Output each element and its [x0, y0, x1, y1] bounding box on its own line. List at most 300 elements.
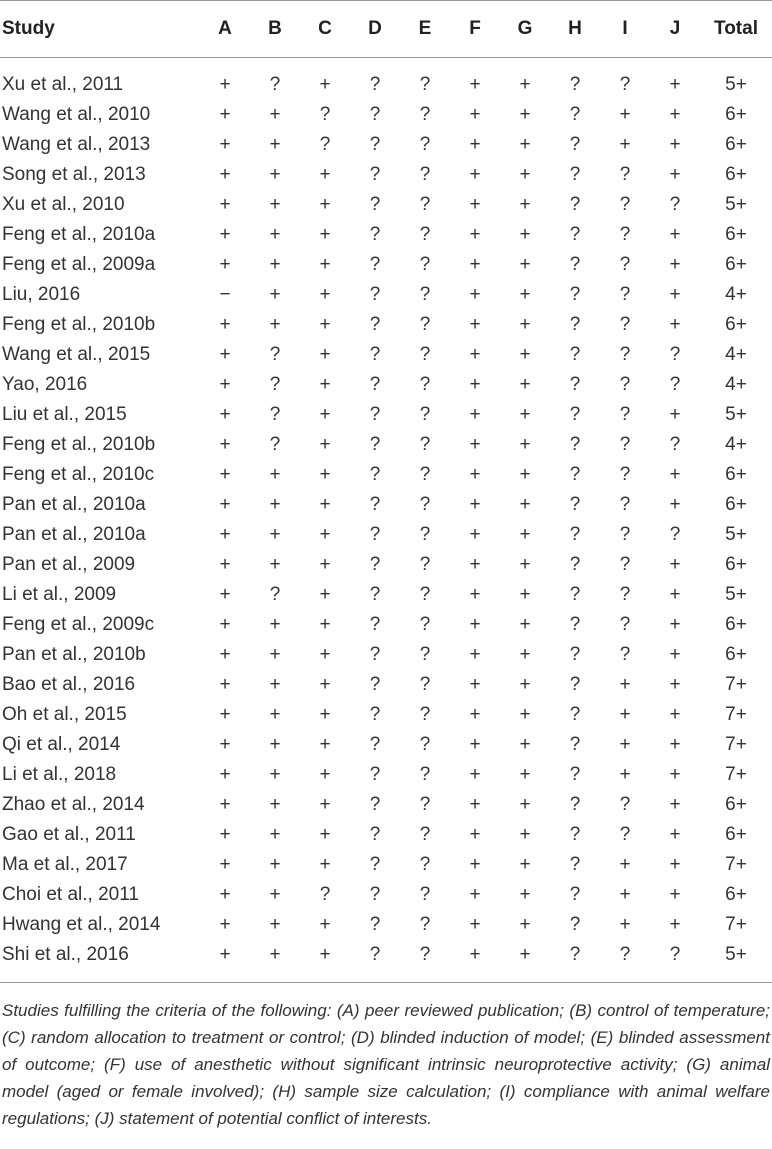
criterion-cell: +: [519, 914, 531, 935]
table-row: [0, 610, 772, 640]
criterion-cell: ?: [419, 524, 431, 545]
criterion-cell: +: [619, 734, 631, 755]
criterion-cell: ?: [569, 734, 581, 755]
total-cell: 4+: [725, 344, 747, 365]
criterion-cell: ?: [369, 854, 381, 875]
criterion-cell: +: [219, 584, 231, 605]
table-row: [0, 910, 772, 940]
table-row: [0, 670, 772, 700]
criterion-cell: ?: [419, 134, 431, 155]
criterion-cell: ?: [419, 734, 431, 755]
criterion-cell: ?: [369, 734, 381, 755]
table-row: [0, 310, 772, 340]
column-header-i: I: [600, 1, 650, 58]
criterion-cell: +: [469, 824, 481, 845]
criterion-cell: ?: [269, 344, 281, 365]
criterion-cell: ?: [419, 764, 431, 785]
study-cell: Pan et al., 2010a: [2, 524, 146, 545]
criterion-cell: +: [469, 104, 481, 125]
criterion-cell: +: [269, 164, 281, 185]
criterion-cell: +: [269, 704, 281, 725]
criterion-cell: +: [669, 404, 681, 425]
criterion-cell: +: [469, 74, 481, 95]
study-cell: Li et al., 2009: [2, 584, 117, 605]
total-cell: 6+: [725, 164, 747, 185]
table-header: [0, 1, 772, 58]
criterion-cell: +: [219, 614, 231, 635]
criterion-cell: ?: [619, 344, 631, 365]
total-cell: 5+: [725, 584, 747, 605]
total-cell: 7+: [725, 764, 747, 785]
criterion-cell: ?: [269, 374, 281, 395]
table-row: [0, 100, 772, 130]
study-cell: Feng et al., 2010c: [2, 464, 155, 485]
total-cell: 6+: [725, 884, 747, 905]
criterion-cell: +: [269, 674, 281, 695]
criterion-cell: ?: [569, 104, 581, 125]
criterion-cell: ?: [419, 314, 431, 335]
criterion-cell: +: [519, 434, 531, 455]
criterion-cell: +: [669, 134, 681, 155]
table-row: [0, 730, 772, 760]
criterion-cell: ?: [569, 194, 581, 215]
table-row: [0, 250, 772, 280]
criterion-cell: ?: [369, 764, 381, 785]
study-cell: Pan et al., 2010b: [2, 644, 146, 665]
criterion-cell: ?: [419, 794, 431, 815]
criterion-cell: +: [219, 764, 231, 785]
criterion-cell: ?: [369, 884, 381, 905]
criterion-cell: +: [269, 194, 281, 215]
study-cell: Xu et al., 2010: [2, 194, 125, 215]
criterion-cell: +: [519, 194, 531, 215]
criterion-cell: +: [219, 134, 231, 155]
table-row: [0, 850, 772, 880]
criterion-cell: ?: [369, 584, 381, 605]
criterion-cell: ?: [569, 764, 581, 785]
criterion-cell: ?: [419, 644, 431, 665]
criterion-cell: +: [669, 104, 681, 125]
study-cell: Liu, 2016: [2, 284, 81, 305]
criterion-cell: +: [519, 404, 531, 425]
criterion-cell: +: [469, 494, 481, 515]
criterion-cell: ?: [619, 194, 631, 215]
criterion-cell: +: [469, 464, 481, 485]
criterion-cell: +: [269, 464, 281, 485]
criterion-cell: ?: [619, 944, 631, 965]
criterion-cell: ?: [569, 254, 581, 275]
criterion-cell: ?: [619, 374, 631, 395]
total-cell: 6+: [725, 614, 747, 635]
criterion-cell: +: [519, 794, 531, 815]
criterion-cell: +: [669, 314, 681, 335]
column-header-c: C: [300, 1, 350, 58]
criterion-cell: ?: [369, 164, 381, 185]
criterion-cell: +: [519, 314, 531, 335]
criterion-cell: ?: [419, 404, 431, 425]
study-cell: Wang et al., 2013: [2, 134, 151, 155]
criterion-cell: +: [619, 704, 631, 725]
criterion-cell: ?: [369, 104, 381, 125]
criterion-cell: ?: [569, 584, 581, 605]
total-cell: 4+: [725, 434, 747, 455]
total-cell: 6+: [725, 254, 747, 275]
criterion-cell: ?: [619, 644, 631, 665]
criterion-cell: +: [469, 194, 481, 215]
criterion-cell: +: [469, 944, 481, 965]
criterion-cell: +: [219, 914, 231, 935]
criterion-cell: +: [669, 584, 681, 605]
criterion-cell: ?: [619, 254, 631, 275]
table-row: [0, 370, 772, 400]
study-cell: Liu et al., 2015: [2, 404, 127, 425]
criterion-cell: ?: [419, 434, 431, 455]
criterion-cell: +: [469, 404, 481, 425]
criterion-cell: ?: [669, 434, 681, 455]
criterion-cell: ?: [369, 944, 381, 965]
criterion-cell: +: [519, 884, 531, 905]
study-cell: Bao et al., 2016: [2, 674, 136, 695]
study-cell: Pan et al., 2009: [2, 554, 136, 575]
criterion-cell: +: [269, 314, 281, 335]
criterion-cell: ?: [569, 284, 581, 305]
criterion-cell: ?: [419, 224, 431, 245]
criterion-cell: ?: [369, 494, 381, 515]
total-cell: 6+: [725, 104, 747, 125]
table-row: [0, 520, 772, 550]
criterion-cell: ?: [419, 194, 431, 215]
study-cell: Wang et al., 2010: [2, 104, 151, 125]
criterion-cell: ?: [369, 314, 381, 335]
criterion-cell: ?: [419, 584, 431, 605]
header-row: [0, 1, 772, 58]
criterion-cell: +: [669, 74, 681, 95]
criterion-cell: ?: [569, 524, 581, 545]
column-header-b: B: [250, 1, 300, 58]
criterion-cell: ?: [619, 74, 631, 95]
total-cell: 6+: [725, 794, 747, 815]
total-cell: 5+: [725, 74, 747, 95]
study-cell: Pan et al., 2010a: [2, 494, 146, 515]
criterion-cell: +: [319, 824, 331, 845]
total-cell: 7+: [725, 734, 747, 755]
criterion-cell: +: [669, 914, 681, 935]
criterion-cell: +: [269, 884, 281, 905]
criterion-cell: ?: [319, 884, 331, 905]
criterion-cell: +: [519, 224, 531, 245]
criterion-cell: +: [319, 404, 331, 425]
criterion-cell: +: [319, 194, 331, 215]
study-cell: Gao et al., 2011: [2, 824, 136, 845]
table-row: [0, 640, 772, 670]
criterion-cell: ?: [369, 674, 381, 695]
criterion-cell: +: [469, 914, 481, 935]
criterion-cell: +: [519, 644, 531, 665]
table-row: [0, 820, 772, 850]
criterion-cell: +: [469, 674, 481, 695]
criterion-cell: ?: [369, 254, 381, 275]
criterion-cell: ?: [419, 464, 431, 485]
criterion-cell: +: [469, 314, 481, 335]
criterion-cell: +: [219, 404, 231, 425]
criterion-cell: +: [219, 704, 231, 725]
table-row: [0, 220, 772, 250]
column-header-study: Study: [0, 1, 200, 58]
criterion-cell: +: [669, 644, 681, 665]
criterion-cell: ?: [269, 434, 281, 455]
study-cell: Feng et al., 2010a: [2, 224, 156, 245]
criterion-cell: ?: [619, 614, 631, 635]
table-row: [0, 790, 772, 820]
criterion-cell: +: [469, 704, 481, 725]
study-cell: Li et al., 2018: [2, 764, 117, 785]
table-row: [0, 580, 772, 610]
criterion-cell: +: [669, 554, 681, 575]
criterion-cell: +: [469, 524, 481, 545]
criterion-cell: +: [469, 644, 481, 665]
total-cell: 7+: [725, 854, 747, 875]
criterion-cell: ?: [619, 164, 631, 185]
criterion-cell: +: [469, 884, 481, 905]
column-header-f: F: [450, 1, 500, 58]
criterion-cell: ?: [369, 344, 381, 365]
table-row: [0, 58, 772, 101]
criterion-cell: +: [219, 674, 231, 695]
criterion-cell: +: [469, 134, 481, 155]
criterion-cell: +: [469, 734, 481, 755]
criterion-cell: +: [269, 554, 281, 575]
criterion-cell: ?: [619, 584, 631, 605]
criterion-cell: +: [519, 134, 531, 155]
study-cell: Ma et al., 2017: [2, 854, 128, 875]
column-header-h: H: [550, 1, 600, 58]
column-header-total: Total: [700, 1, 772, 58]
study-cell: Hwang et al., 2014: [2, 914, 161, 935]
criterion-cell: +: [469, 224, 481, 245]
criterion-cell: +: [269, 794, 281, 815]
criterion-cell: ?: [419, 674, 431, 695]
criterion-cell: +: [219, 944, 231, 965]
criterion-cell: ?: [619, 794, 631, 815]
criterion-cell: +: [319, 914, 331, 935]
table-row: [0, 550, 772, 580]
criterion-cell: ?: [369, 914, 381, 935]
criterion-cell: +: [269, 764, 281, 785]
criterion-cell: +: [619, 764, 631, 785]
table-row: [0, 130, 772, 160]
criterion-cell: +: [669, 704, 681, 725]
criterion-cell: +: [519, 854, 531, 875]
criterion-cell: +: [619, 854, 631, 875]
criterion-cell: +: [469, 614, 481, 635]
criterion-cell: +: [319, 584, 331, 605]
total-cell: 6+: [725, 494, 747, 515]
criterion-cell: +: [519, 614, 531, 635]
criterion-cell: +: [469, 374, 481, 395]
criterion-cell: ?: [569, 164, 581, 185]
study-cell: Yao, 2016: [2, 374, 88, 395]
criterion-cell: +: [219, 224, 231, 245]
criterion-cell: +: [319, 644, 331, 665]
criterion-cell: +: [219, 104, 231, 125]
column-header-d: D: [350, 1, 400, 58]
criterion-cell: +: [619, 914, 631, 935]
criterion-cell: +: [219, 824, 231, 845]
criterion-cell: ?: [369, 134, 381, 155]
criterion-cell: +: [269, 284, 281, 305]
criterion-cell: +: [219, 194, 231, 215]
criterion-cell: +: [519, 764, 531, 785]
criterion-cell: +: [619, 884, 631, 905]
column-header-g: G: [500, 1, 550, 58]
criterion-cell: ?: [569, 614, 581, 635]
criterion-cell: +: [469, 854, 481, 875]
criterion-cell: +: [519, 164, 531, 185]
criterion-cell: ?: [669, 344, 681, 365]
criterion-cell: +: [219, 524, 231, 545]
criterion-cell: +: [669, 254, 681, 275]
criterion-cell: +: [669, 734, 681, 755]
criterion-cell: ?: [569, 704, 581, 725]
criterion-cell: +: [519, 254, 531, 275]
criterion-cell: +: [319, 464, 331, 485]
criterion-cell: +: [269, 644, 281, 665]
criterion-cell: +: [669, 284, 681, 305]
criterion-cell: ?: [369, 224, 381, 245]
criterion-cell: ?: [369, 644, 381, 665]
criterion-cell: ?: [419, 74, 431, 95]
table-footnote: Studies fulfilling the criteria of the following: (A) peer reviewed publication; (B) control of temperature; (C) random allocation to treatment or control; (D) blinded induction of model; (E) blinded assessment of outcome; (F) use of anesthetic without significant intrinsic neuroprotective activity; (G) animal model (aged or female involved); (H) sample size calculation; (I) compliance with animal welfare regulations; (J) statement of potential conflict of interests.: [2, 1001, 770, 1128]
total-cell: 6+: [725, 464, 747, 485]
criterion-cell: ?: [419, 554, 431, 575]
table-row: [0, 400, 772, 430]
criterion-cell: +: [219, 734, 231, 755]
criterion-cell: +: [319, 614, 331, 635]
criterion-cell: +: [619, 134, 631, 155]
criterion-cell: +: [519, 704, 531, 725]
criterion-cell: +: [219, 74, 231, 95]
criterion-cell: ?: [619, 824, 631, 845]
criterion-cell: +: [319, 554, 331, 575]
criterion-cell: ?: [319, 134, 331, 155]
study-cell: Shi et al., 2016: [2, 944, 129, 965]
criterion-cell: ?: [619, 434, 631, 455]
criterion-cell: ?: [419, 914, 431, 935]
table-row: [0, 190, 772, 220]
criterion-cell: ?: [369, 614, 381, 635]
criterion-cell: ?: [569, 494, 581, 515]
total-cell: 6+: [725, 224, 747, 245]
criterion-cell: +: [269, 614, 281, 635]
criterion-cell: ?: [269, 584, 281, 605]
criterion-cell: +: [219, 374, 231, 395]
criterion-cell: +: [669, 464, 681, 485]
criterion-cell: +: [469, 254, 481, 275]
criterion-cell: +: [519, 374, 531, 395]
criterion-cell: ?: [569, 434, 581, 455]
criterion-cell: +: [319, 794, 331, 815]
study-cell: Feng et al., 2010b: [2, 314, 156, 335]
study-cell: Zhao et al., 2014: [2, 794, 145, 815]
total-cell: 6+: [725, 824, 747, 845]
criterion-cell: ?: [569, 374, 581, 395]
criterion-cell: +: [219, 464, 231, 485]
criterion-cell: ?: [369, 794, 381, 815]
criterion-cell: ?: [569, 134, 581, 155]
criterion-cell: ?: [569, 344, 581, 365]
total-cell: 7+: [725, 914, 747, 935]
criterion-cell: +: [469, 284, 481, 305]
table-row: [0, 340, 772, 370]
criterion-cell: ?: [419, 614, 431, 635]
study-cell: Choi et al., 2011: [2, 884, 139, 905]
criterion-cell: +: [519, 104, 531, 125]
criterion-cell: +: [319, 764, 331, 785]
total-cell: 7+: [725, 674, 747, 695]
criterion-cell: ?: [419, 494, 431, 515]
criterion-cell: ?: [569, 824, 581, 845]
table-body: [0, 58, 772, 971]
criterion-cell: ?: [569, 314, 581, 335]
criterion-cell: ?: [569, 914, 581, 935]
criterion-cell: +: [319, 164, 331, 185]
criterion-cell: +: [319, 524, 331, 545]
criterion-cell: ?: [419, 944, 431, 965]
total-cell: 6+: [725, 644, 747, 665]
criterion-cell: ?: [269, 74, 281, 95]
criterion-cell: +: [319, 434, 331, 455]
table-row: [0, 700, 772, 730]
criterion-cell: ?: [419, 704, 431, 725]
criterion-cell: +: [319, 344, 331, 365]
criterion-cell: +: [669, 794, 681, 815]
criterion-cell: ?: [569, 224, 581, 245]
criterion-cell: ?: [419, 164, 431, 185]
criterion-cell: ?: [369, 434, 381, 455]
table-row: [0, 880, 772, 910]
criterion-cell: ?: [569, 74, 581, 95]
criterion-cell: +: [219, 494, 231, 515]
criterion-cell: +: [519, 284, 531, 305]
criterion-cell: +: [669, 884, 681, 905]
criterion-cell: +: [319, 674, 331, 695]
criterion-cell: +: [219, 344, 231, 365]
criterion-cell: ?: [369, 824, 381, 845]
table-row: [0, 490, 772, 520]
criterion-cell: ?: [369, 404, 381, 425]
criterion-cell: +: [269, 854, 281, 875]
criterion-cell: ?: [669, 194, 681, 215]
criterion-cell: +: [319, 284, 331, 305]
criterion-cell: +: [269, 734, 281, 755]
criterion-cell: ?: [369, 194, 381, 215]
criterion-cell: +: [519, 734, 531, 755]
criterion-cell: ?: [569, 644, 581, 665]
criterion-cell: +: [269, 824, 281, 845]
criterion-cell: ?: [619, 464, 631, 485]
criterion-cell: +: [219, 164, 231, 185]
criterion-cell: ?: [619, 224, 631, 245]
table-row: [0, 160, 772, 190]
criterion-cell: +: [219, 794, 231, 815]
criterion-cell: +: [219, 554, 231, 575]
table-row: [0, 760, 772, 790]
total-cell: 6+: [725, 314, 747, 335]
total-cell: 5+: [725, 404, 747, 425]
criterion-cell: +: [519, 554, 531, 575]
criterion-cell: ?: [619, 524, 631, 545]
criterion-cell: ?: [619, 284, 631, 305]
